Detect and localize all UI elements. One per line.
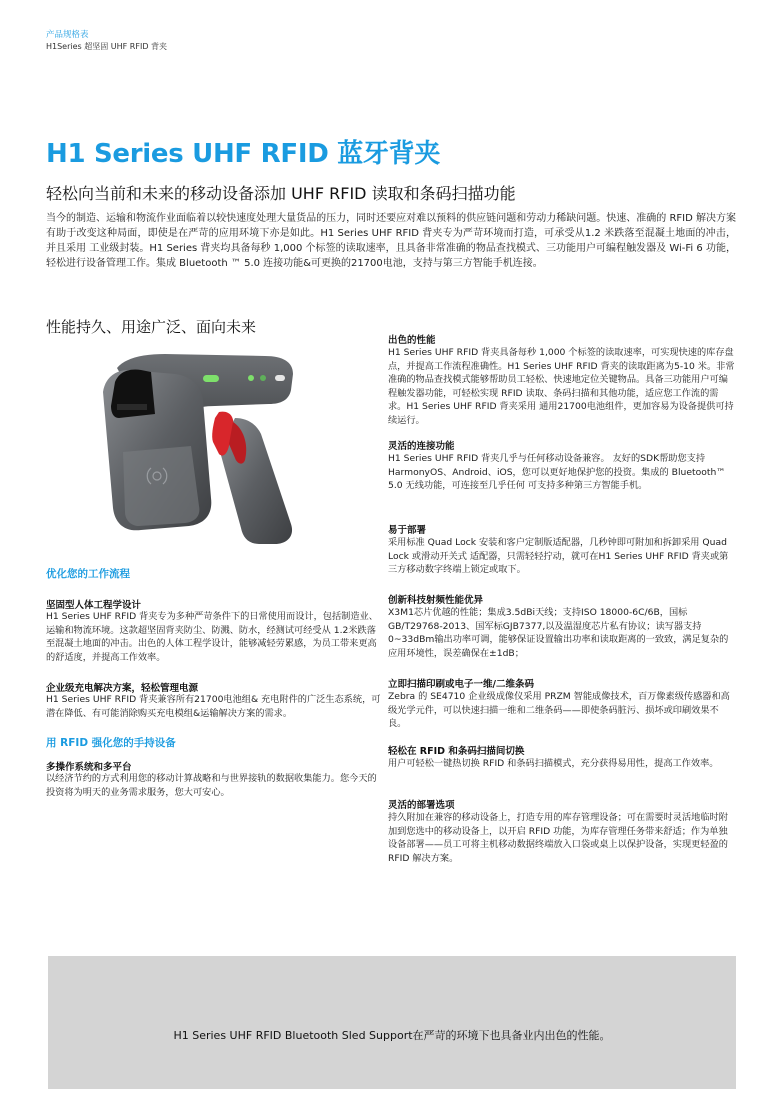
intro-paragraph: 当今的制造、运输和物流作业面临着以较快速度处理大量货品的压力，同时还要应对难以预料的供应链问题和劳动力稀缺问题。快速、准确的 RFID 解决方案有助于改变这种局面，即使是在严苛的应用环境下亦是如此。H1 Series UHF RFID 背夹专为严苛环境而打造，可承受从1.2 米跌落至混凝土地面的冲击，并且采用 工业级封装。H1 Series 背夹均具备每秒 1,000 个标签的读取速率，且具备非常准确的物品查找模式、三功能用户可编程触发器及 Wi-Fi 6 功能，轻松进行设备管理工作。集成 Bluetooth ™ 5.0 连接功能&可更换的21700电池，支持与第三方智能手机连接。 [46, 213, 736, 269]
left-item-title: 多操作系统和多平台 [46, 762, 132, 773]
left-item-title: 坚固型人体工程学设计 [46, 600, 142, 611]
workflow-heading: 优化您的工作流程 [46, 568, 130, 580]
right-item-title: 灵活的部署选项 [388, 800, 455, 811]
right-item-title: 灵活的连接功能 [388, 441, 455, 452]
right-item-body: H1 Series UHF RFID 背夹几乎与任何移动设备兼容。 友好的SDK帮助您支持HarmonyOS、Android、iOS，您可以更好地保护您的投资。集成的 Bluetooth™ 5.0 无线功能，可连接至几乎任何 可支持多种第三方智能手机。 [388, 453, 726, 492]
footer-banner [48, 956, 736, 1089]
page-title: H1 Series UHF RFID 蓝牙背夹 [46, 139, 441, 169]
left-item-body: H1 Series UHF RFID 背夹专为多种严苛条件下的日常使用而设计，包括制造业、运输和物流环境。这款超坚固背夹防尘、防溅、防水，经测试可经受从 1.2米跌落至混凝土地面的冲击。出色的人体工程学设计，能够减轻劳累感，为员工带来更高的舒适度，并提高工作效率。 [46, 611, 378, 663]
left-item-body: H1 Series UHF RFID 背夹兼容所有21700电池组& 充电附件的广泛生态系统，可潜在降低、有可能消除购买充电模组&运输解决方案的需求。 [46, 694, 381, 719]
left-item-body: 以经济节约的方式利用您的移动计算战略和与世界接轨的数据收集能力。您今天的投资将为明天的业务需求服务，您大可安心。 [46, 773, 377, 798]
right-item-body: 用户可轻松一键热切换 RFID 和条码扫描模式，充分获得易用性，提高工作效率。 [388, 758, 719, 769]
page-subtitle: 轻松向当前和未来的移动设备添加 UHF RFID 读取和条码扫描功能 [46, 184, 516, 203]
doc-product-line: H1Series 超坚固 UHF RFID 背夹 [46, 42, 168, 51]
right-item-body: X3M1芯片优越的性能；集成3.5dBi天线；支持ISO 18000-6C/6B，国标GB/T29768-2013、国军标GJB7377,以及温湿度芯片私有协议；读写器支持0~33dBm输出功率可调，能够保证设置输出功率和读取距离的一致致，满足复杂的应用环境性，误差确保在±1dB； [388, 607, 729, 659]
footer-text: H1 Series UHF RFID Bluetooth Sled Support在严苛的环境下也具备业内出色的性能。 [173, 1029, 611, 1042]
right-item-title: 轻松在 RFID 和条码扫描间切换 [388, 746, 525, 757]
right-item-body: 采用标准 Quad Lock 安装和客户定制版适配器，几秒钟即可附加和拆卸采用 Quad Lock 或滑动开关式 适配器，只需轻轻拧动，就可在H1 Series UHF RFID 背夹或第三方移动数字终端上锁定或取下。 [388, 537, 729, 576]
device-heading: 用 RFID 强化您的手持设备 [46, 737, 176, 749]
doc-category: 产品规格表 [46, 30, 89, 40]
left-item-title: 企业级充电解决方案，轻松管理电源 [46, 683, 199, 694]
rfid-sled-device-icon [95, 348, 357, 548]
section-heading: 性能持久、用途广泛、面向未来 [46, 318, 257, 336]
right-item-body: H1 Series UHF RFID 背夹具备每秒 1,000 个标签的读取速率，可实现快速的库存盘点，并提高工作流程准确性。H1 Series UHF RFID 背夹的读取距离为5-10 米。非常准确的物品查找模式能够帮助员工轻松、快速地定位关键物品。具备三功能用户可编程触发器功能，可轻松实现 RFID 读取、条码扫描和其他功能，适应您工作流的需求。H1 Series UHF RFID 背夹采用 通用21700电池组件，更加容易为设备提供可持续运行。 [388, 347, 735, 426]
right-item-body: Zebra 的 SE4710 企业级成像仪采用 PRZM 智能成像技术，百万像素级传感器和高级光学元件，可以快速扫描一维和二维条码——即使条码脏污、损坏或印刷效果不良。 [388, 691, 730, 730]
right-item-title: 易于部署 [388, 525, 427, 536]
right-item-body: 持久附加在兼容的移动设备上，打造专用的库存管理设备；可在需要时灵活地临时附加到您选中的移动设备上，以开启 RFID 功能，为库存管理任务带来舒适；作为单独设备部署——员工可将主机移动数据终端放入口袋或桌上以保护设备，实现更轻盈的 RFID 解决方案。 [388, 812, 728, 864]
right-item-title: 创新科技射频性能优异 [388, 595, 484, 606]
right-item-title: 出色的性能 [388, 335, 436, 346]
right-item-title: 立即扫描印刷或电子一维/二维条码 [388, 679, 534, 690]
